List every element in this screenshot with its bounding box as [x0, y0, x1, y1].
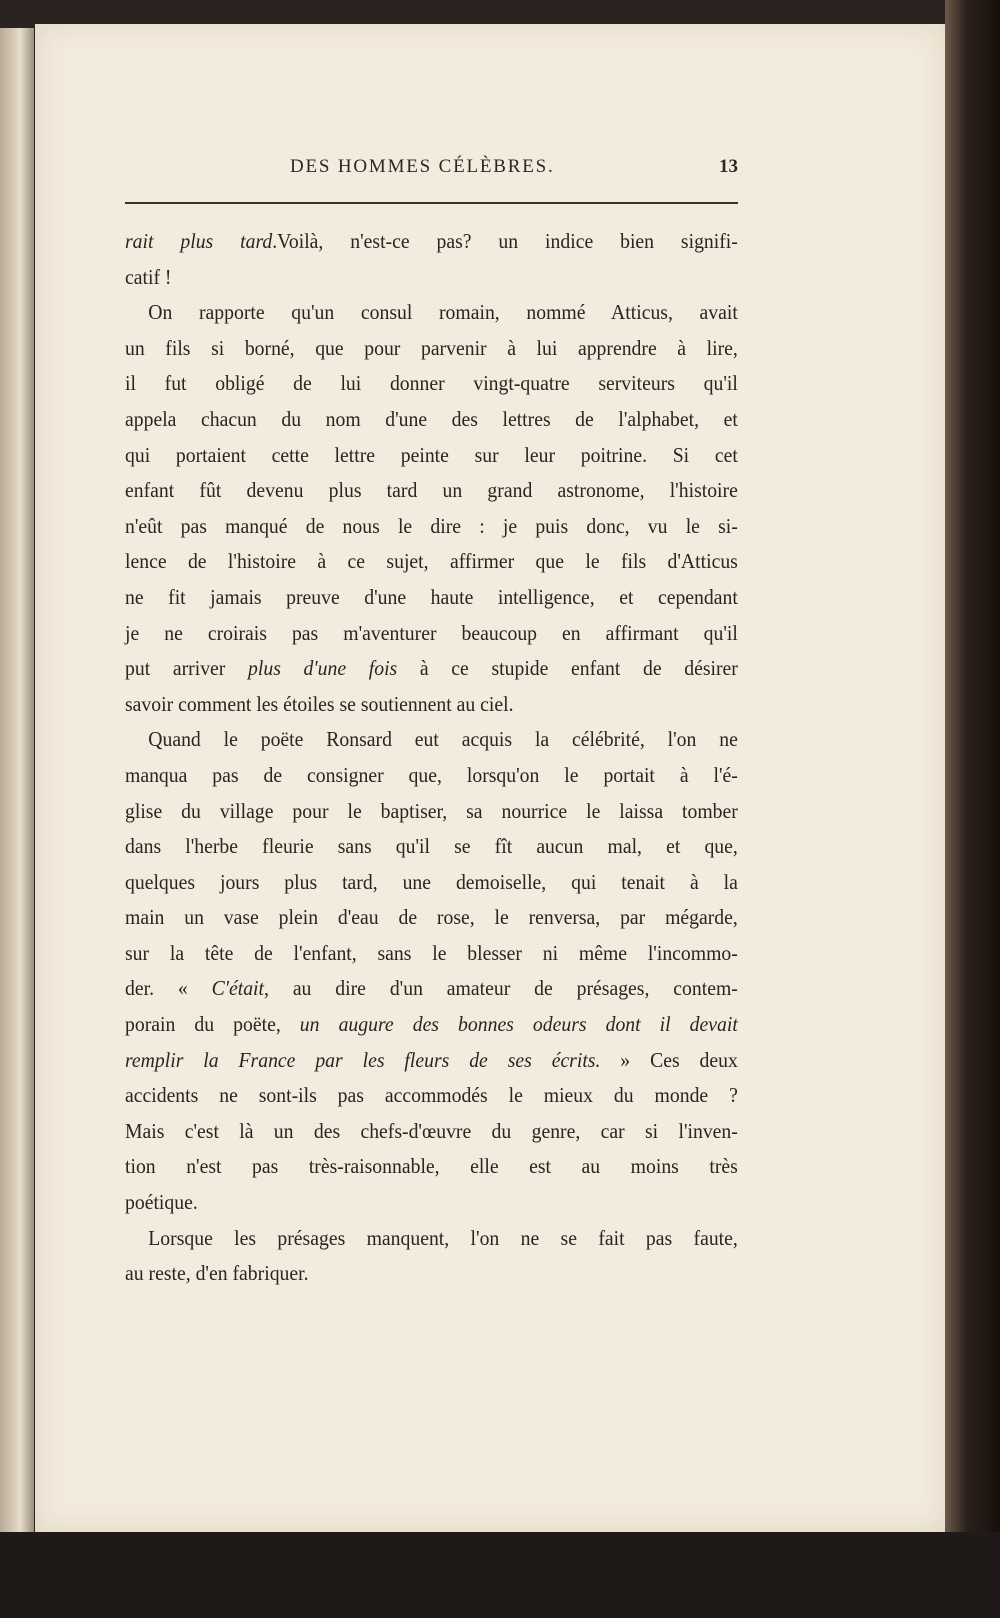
text-segment: qui portaient cette lettre peinte sur leur poitrine. Si cet	[125, 442, 738, 467]
text-line	[125, 651, 738, 687]
text-line	[125, 1185, 738, 1221]
text-segment: à ce stupide enfant de désirer	[397, 656, 738, 681]
text-segment: il fut obligé de lui donner vingt-quatre serviteurs qu'il	[125, 371, 738, 396]
text-segment: ne fit jamais preuve d'une haute intelligence, et cependant	[125, 584, 738, 609]
text-segment: catif !	[125, 264, 172, 289]
text-line	[125, 616, 738, 652]
text-segment: main un vase plein d'eau de rose, le renversa, par mégarde,	[125, 905, 738, 930]
text-segment: » Ces deux	[600, 1047, 738, 1072]
text-line	[125, 544, 738, 580]
text-segment: put arriver	[125, 656, 249, 681]
text-line	[125, 900, 738, 936]
text-line	[125, 971, 738, 1007]
italic-text: plus d'une fois	[248, 656, 398, 681]
text-line	[125, 687, 738, 723]
text-line	[125, 473, 738, 509]
text-line	[125, 509, 738, 545]
page-number: 13	[719, 156, 738, 177]
text-line	[125, 722, 738, 758]
text-segment: lence de l'histoire à ce sujet, affirmer que le fils d'Atticus	[125, 549, 738, 574]
text-line	[125, 758, 738, 794]
text-segment: tion n'est pas très-raisonnable, elle est au moins très	[125, 1154, 738, 1179]
text-line	[125, 936, 738, 972]
text-segment: porain du poëte,	[125, 1012, 300, 1037]
italic-text: remplir la France par les fleurs de ses écrits.	[125, 1047, 601, 1072]
italic-text: rait plus tard	[125, 229, 273, 253]
text-line	[125, 1078, 738, 1114]
text-segment: manqua pas de consigner que, lorsqu'on le portait à l'é-	[125, 762, 738, 787]
text-line	[125, 331, 738, 367]
text-segment: Mais c'est là un des chefs-d'œuvre du genre, car si l'inven-	[125, 1118, 738, 1143]
body-text	[125, 224, 738, 1292]
text-line	[125, 1007, 738, 1043]
italic-text: C'était	[211, 976, 265, 1001]
text-segment: appela chacun du nom d'une des lettres de l'alphabet, et	[125, 406, 738, 431]
text-line	[125, 224, 738, 260]
text-segment: On rapporte qu'un consul romain, nommé Atticus, avait	[148, 300, 738, 325]
text-line	[125, 260, 738, 296]
text-segment: poétique.	[125, 1190, 198, 1215]
text-line	[125, 1043, 738, 1079]
text-segment: .Voilà, n'est-ce pas? un indice bien signifi-	[272, 229, 738, 253]
text-segment: un fils si borné, que pour parvenir à lui apprendre à lire,	[125, 335, 738, 360]
text-segment: Lorsque les présages manquent, l'on ne se fait pas faute,	[148, 1225, 738, 1250]
running-header	[125, 156, 738, 186]
text-segment: je ne croirais pas m'aventurer beaucoup en affirmant qu'il	[125, 620, 738, 645]
text-line	[125, 295, 738, 331]
scan-background	[0, 1532, 1000, 1618]
text-line	[125, 402, 738, 438]
text-segment: au reste, d'en fabriquer.	[125, 1261, 309, 1286]
text-segment: der. «	[125, 976, 212, 1001]
text-line	[125, 1149, 738, 1185]
text-line	[125, 1256, 738, 1292]
text-segment: savoir comment les étoiles se soutiennent au ciel.	[125, 691, 514, 716]
text-segment: sur la tête de l'enfant, sans le blesser ni même l'incommo-	[125, 940, 738, 965]
text-line	[125, 1114, 738, 1150]
header-rule	[125, 202, 738, 204]
page-edge-right	[945, 0, 1000, 1618]
text-segment: glise du village pour le baptiser, sa nourrice le laissa tomber	[125, 798, 738, 823]
text-segment: , au dire d'un amateur de présages, contem-	[264, 976, 738, 1001]
facing-page-edge	[0, 28, 34, 1533]
text-line	[125, 580, 738, 616]
text-segment: quelques jours plus tard, une demoiselle, qui tenait à la	[125, 869, 738, 894]
text-line	[125, 366, 738, 402]
text-line	[125, 865, 738, 901]
text-line	[125, 1221, 738, 1257]
text-segment: dans l'herbe fleurie sans qu'il se fît aucun mal, et que,	[125, 834, 738, 859]
italic-text: un augure des bonnes odeurs dont il devait	[299, 1012, 738, 1037]
text-line	[125, 438, 738, 474]
text-line	[125, 829, 738, 865]
running-title: DES HOMMES CÉLÈBRES.	[290, 156, 555, 177]
text-segment: enfant fût devenu plus tard un grand astronome, l'histoire	[125, 478, 738, 503]
text-segment: n'eût pas manqué de nous le dire : je puis donc, vu le si-	[125, 513, 738, 538]
text-segment: accidents ne sont-ils pas accommodés le mieux du monde ?	[125, 1083, 738, 1108]
text-segment: Quand le poëte Ronsard eut acquis la célébrité, l'on ne	[148, 727, 738, 752]
text-line	[125, 794, 738, 830]
